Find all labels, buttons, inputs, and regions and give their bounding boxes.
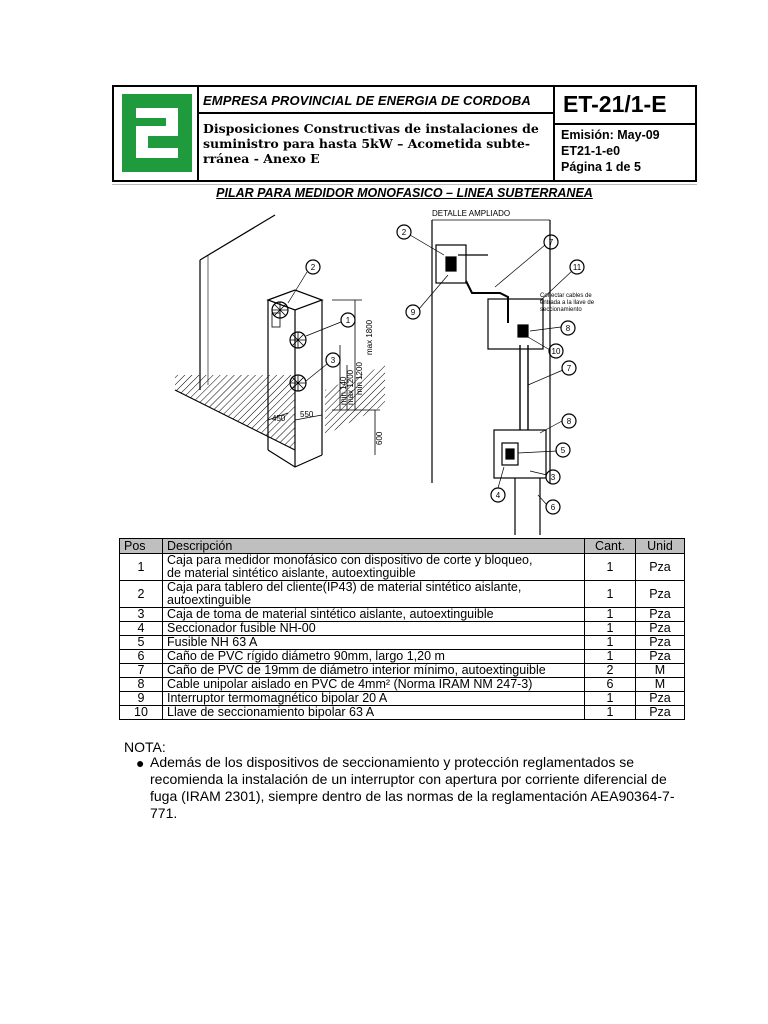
description-line: de material sintético aislante, autoextinguible bbox=[167, 566, 416, 580]
callout-number: 1 bbox=[345, 316, 351, 325]
description-cell: Caño de PVC rígido diámetro 90mm, largo 1,20 m bbox=[163, 650, 585, 664]
divider bbox=[112, 184, 697, 185]
description-cell: Seccionador fusible NH-00 bbox=[163, 622, 585, 636]
pos-cell: 7 bbox=[120, 664, 163, 678]
fuse bbox=[506, 449, 514, 459]
leader-lines bbox=[410, 235, 572, 505]
quantity-cell: 1 bbox=[585, 622, 636, 636]
dimension-label: 450 bbox=[272, 414, 286, 423]
pos-cell: 8 bbox=[120, 678, 163, 692]
document-header bbox=[112, 85, 697, 182]
quantity-cell: 1 bbox=[585, 608, 636, 622]
callout-number: 4 bbox=[495, 491, 501, 500]
quantity-cell: 1 bbox=[585, 692, 636, 706]
unit-cell: Pza bbox=[636, 706, 685, 720]
technical-drawing bbox=[100, 205, 700, 535]
pos-cell: 5 bbox=[120, 636, 163, 650]
callout-number: 8 bbox=[565, 324, 571, 333]
callout-number: 5 bbox=[560, 446, 566, 455]
quantity-cell: 1 bbox=[585, 636, 636, 650]
epec-logo bbox=[122, 94, 192, 172]
epec-logo-mark bbox=[122, 94, 192, 172]
callout-number: 2 bbox=[401, 228, 407, 237]
conduit bbox=[520, 345, 528, 430]
intake-box-symbol bbox=[290, 375, 306, 391]
pos-cell: 1 bbox=[120, 554, 163, 581]
description-cell: Interruptor termomagnético bipolar 20 A bbox=[163, 692, 585, 706]
document-title bbox=[203, 121, 549, 166]
connect-note-line: Conectar cables de bbox=[540, 293, 592, 299]
pos-cell: 2 bbox=[120, 581, 163, 608]
dimension-label: 600 bbox=[375, 431, 384, 445]
divider bbox=[555, 123, 695, 125]
main-switch bbox=[518, 325, 528, 337]
quantity-cell: 1 bbox=[585, 650, 636, 664]
wall-top-edge bbox=[200, 215, 275, 260]
revision-code: ET21-1-e0 bbox=[561, 144, 621, 158]
code-cell bbox=[555, 87, 695, 180]
description-cell: Cable unipolar aislado en PVC de 4mm² (Norma IRAM NM 247-3) bbox=[163, 678, 585, 692]
bullet-icon: ● bbox=[136, 755, 145, 771]
unit-cell: Pza bbox=[636, 650, 685, 664]
callout-number: 10 bbox=[551, 347, 561, 356]
note-label: NOTA: bbox=[124, 739, 166, 755]
document-title-line: Disposiciones Constructivas de instalaciones de bbox=[203, 121, 539, 136]
document-title-line: rránea - Anexo E bbox=[203, 151, 320, 166]
table-row bbox=[120, 622, 685, 636]
unit-cell: Pza bbox=[636, 692, 685, 706]
detail-title: DETALLE AMPLIADO bbox=[432, 209, 511, 218]
unit-cell: M bbox=[636, 678, 685, 692]
conduit bbox=[466, 281, 508, 323]
description-line: autoextinguible bbox=[167, 593, 252, 607]
pvc-pipe bbox=[515, 478, 540, 535]
dimension-label: 550 bbox=[300, 410, 314, 419]
dimension-label: min 140 bbox=[339, 376, 348, 405]
description-cell: Caja de toma de material sintético aislante, autoextinguible bbox=[163, 608, 585, 622]
table-row bbox=[120, 650, 685, 664]
description-cell bbox=[163, 581, 585, 608]
table-row bbox=[120, 678, 685, 692]
section-title bbox=[112, 186, 697, 200]
unit-cell: Pza bbox=[636, 581, 685, 608]
right-drawing-labels bbox=[402, 228, 595, 512]
description-cell: Llave de seccionamiento bipolar 63 A bbox=[163, 706, 585, 720]
column-header-unit: Unid bbox=[636, 539, 685, 554]
column-header-description: Descripción bbox=[163, 539, 585, 554]
callout-number: 2 bbox=[310, 263, 316, 272]
description-line: Caja para medidor monofásico con dispositivo de corte y bloqueo, bbox=[167, 553, 533, 567]
panel-box-symbol bbox=[290, 332, 306, 348]
callout-number: 8 bbox=[566, 417, 572, 426]
detail-drawing bbox=[397, 220, 584, 535]
meter-device bbox=[446, 257, 456, 271]
emission-date: Emisión: May-09 bbox=[561, 128, 660, 142]
table-row bbox=[120, 636, 685, 650]
table-row bbox=[120, 706, 685, 720]
ground-hatch bbox=[175, 375, 295, 450]
logo-cell bbox=[114, 87, 199, 180]
pos-cell: 4 bbox=[120, 622, 163, 636]
callout-number: 11 bbox=[572, 263, 582, 272]
callout-number: 3 bbox=[330, 356, 336, 365]
unit-cell: M bbox=[636, 664, 685, 678]
title-cell bbox=[199, 87, 555, 180]
description-cell: Caño de PVC de 19mm de diámetro interior mínimo, autoextinguible bbox=[163, 664, 585, 678]
unit-cell: Pza bbox=[636, 554, 685, 581]
document-title-line: suministro para hasta 5kW – Acometida subte- bbox=[203, 136, 531, 151]
callout-number: 9 bbox=[410, 308, 416, 317]
pos-cell: 9 bbox=[120, 692, 163, 706]
panel-box bbox=[488, 299, 543, 349]
document-code: ET-21/1-E bbox=[563, 91, 667, 117]
column-header-pos: Pos bbox=[120, 539, 163, 554]
description-line: Caja para tablero del cliente(IP43) de material sintético aislante, bbox=[167, 580, 522, 594]
table-header-row bbox=[120, 539, 685, 554]
section-title-text: PILAR PARA MEDIDOR MONOFASICO – LINEA SUBTERRANEA bbox=[216, 186, 593, 200]
callout-number: 7 bbox=[566, 364, 572, 373]
table-row bbox=[120, 692, 685, 706]
dimension-label: max 1200 bbox=[346, 369, 355, 405]
pos-cell: 10 bbox=[120, 706, 163, 720]
divider bbox=[199, 112, 553, 114]
dimension-label: min 1200 bbox=[355, 362, 364, 395]
table-row bbox=[120, 664, 685, 678]
pos-cell: 3 bbox=[120, 608, 163, 622]
isometric-pillar-drawing bbox=[175, 215, 385, 467]
callout-number: 3 bbox=[550, 473, 556, 482]
unit-cell: Pza bbox=[636, 608, 685, 622]
table-row bbox=[120, 581, 685, 608]
description-cell: Fusible NH 63 A bbox=[163, 636, 585, 650]
table-row bbox=[120, 608, 685, 622]
quantity-cell: 1 bbox=[585, 581, 636, 608]
note-text: Además de los dispositivos de seccionamiento y protección reglamentados se recomienda la instalación de un interruptor con apertura por corriente diferencial de fuga (IRAM 2301), siempre dentro de las normas de la reglamentación AEA90364-7-771. bbox=[150, 754, 675, 821]
quantity-cell: 6 bbox=[585, 678, 636, 692]
quantity-cell: 1 bbox=[585, 554, 636, 581]
connect-note-line: entrada a la llave de bbox=[540, 300, 595, 306]
parts-table bbox=[119, 538, 685, 720]
quantity-cell: 1 bbox=[585, 706, 636, 720]
pos-cell: 6 bbox=[120, 650, 163, 664]
pillar-top bbox=[268, 290, 322, 310]
quantity-cell: 2 bbox=[585, 664, 636, 678]
callout-number: 6 bbox=[550, 503, 556, 512]
callout-number: 7 bbox=[548, 238, 554, 247]
table-row bbox=[120, 554, 685, 581]
connect-note-line: seccionamiento bbox=[540, 307, 582, 313]
unit-cell: Pza bbox=[636, 636, 685, 650]
page-number: Página 1 de 5 bbox=[561, 160, 641, 174]
column-header-quantity: Cant. bbox=[585, 539, 636, 554]
description-cell bbox=[163, 554, 585, 581]
unit-cell: Pza bbox=[636, 622, 685, 636]
company-name: EMPRESA PROVINCIAL DE ENERGIA DE CORDOBA bbox=[203, 93, 531, 108]
dimension-label: max 1800 bbox=[365, 319, 374, 355]
